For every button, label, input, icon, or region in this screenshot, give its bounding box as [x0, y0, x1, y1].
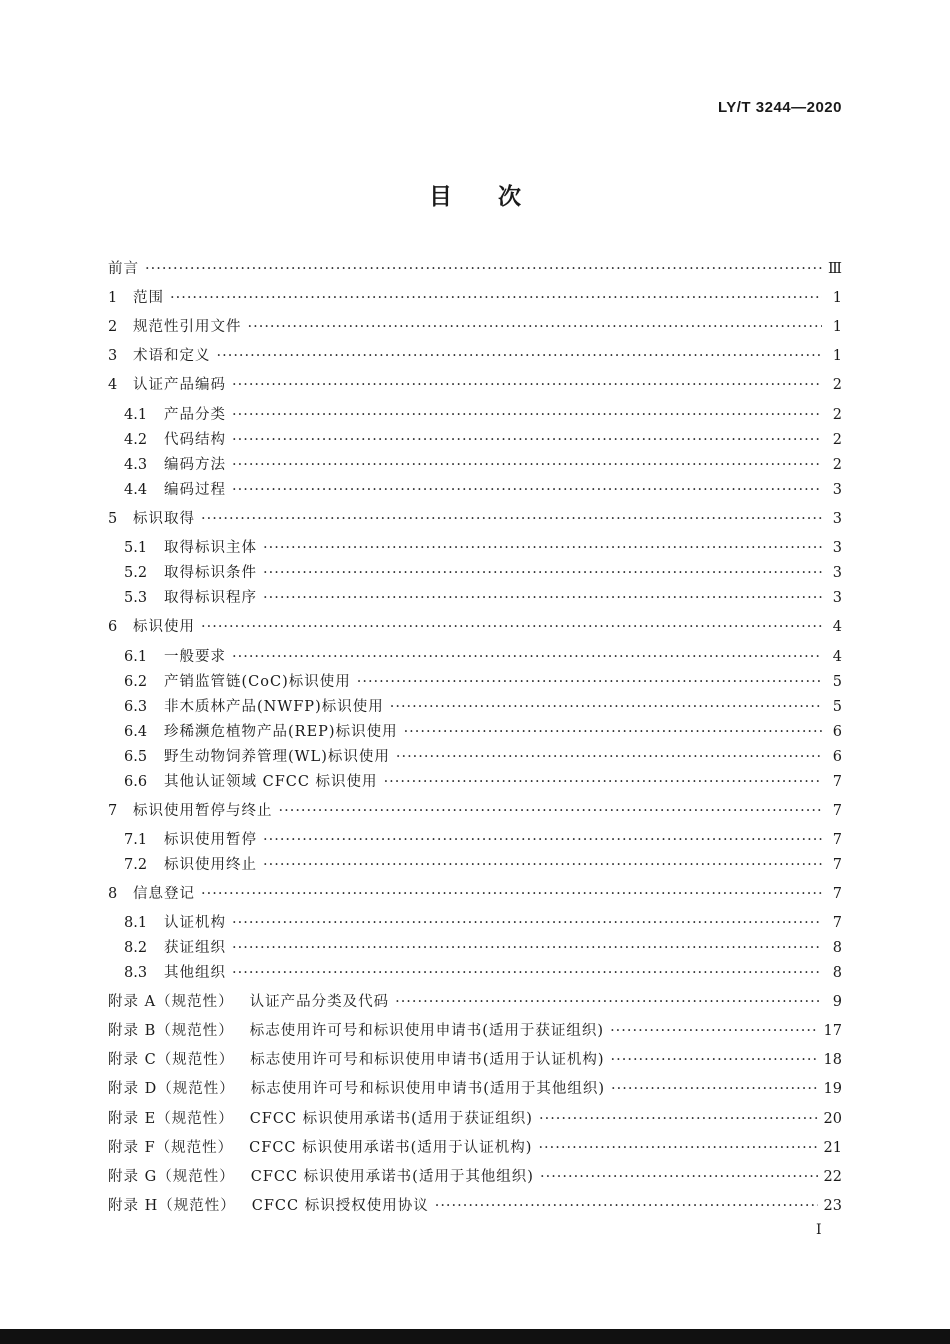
toc-entry-page: 22 — [823, 1169, 842, 1185]
toc-entry-page: Ⅲ — [828, 261, 842, 277]
toc-dot-leader — [248, 319, 823, 335]
toc-entry-number: 6.2 — [124, 674, 148, 690]
toc-entry[interactable] — [108, 745, 842, 766]
page-title: 目 次 — [429, 183, 521, 210]
toc-entry-title: 前言 — [108, 261, 139, 277]
toc-entry-page: 3 — [832, 540, 842, 556]
toc-entry-page: 2 — [832, 457, 842, 473]
toc-entry-number: 4.1 — [124, 407, 148, 423]
toc-entry[interactable] — [108, 403, 842, 424]
toc-entry[interactable] — [108, 645, 842, 666]
toc-entry-number: 5.3 — [124, 590, 148, 606]
toc-dot-leader — [263, 857, 822, 873]
toc-entry-page: 23 — [823, 1198, 842, 1214]
toc-entry[interactable] — [108, 1165, 842, 1186]
toc-entry-title: 认证机构 — [164, 915, 226, 931]
toc-entry-page: 4 — [832, 619, 842, 635]
toc-entry-page: 1 — [832, 348, 842, 364]
toc-entry-number: 8 — [108, 886, 118, 902]
toc-entry-title: 编码方法 — [164, 457, 226, 473]
toc-entry-page: 6 — [832, 724, 842, 740]
toc-entry-page: 5 — [832, 674, 842, 690]
toc-dot-leader — [170, 290, 822, 306]
toc-entry-title: 术语和定义 — [133, 348, 211, 364]
toc-entry-number: 5.2 — [124, 565, 148, 581]
toc-entry-page: 5 — [832, 699, 842, 715]
toc-entry-title: CFCC 标识使用承诺书(适用于获证组织) — [249, 1111, 533, 1127]
toc-entry-number: 7.1 — [124, 832, 148, 848]
toc-entry-title: 珍稀濒危植物产品(REP)标识使用 — [164, 724, 398, 740]
toc-entry[interactable] — [108, 882, 842, 903]
toc-entry-number: 1 — [108, 290, 118, 306]
toc-entry-title: 规范性引用文件 — [133, 319, 242, 335]
toc-entry-title: 取得标识主体 — [164, 540, 257, 556]
page-number: I — [816, 1222, 822, 1238]
toc-entry-title: 认证产品分类及代码 — [249, 994, 390, 1010]
toc-entry[interactable] — [108, 1048, 842, 1069]
toc-entry-page: 8 — [832, 940, 842, 956]
toc-dot-leader — [538, 1140, 817, 1156]
toc-dot-leader — [232, 432, 822, 448]
toc-entry[interactable] — [108, 990, 842, 1011]
toc-entry[interactable] — [108, 770, 842, 791]
toc-entry-page: 2 — [832, 407, 842, 423]
toc-entry-page: 7 — [832, 774, 842, 790]
toc-dot-leader — [201, 619, 822, 635]
toc-dot-leader — [611, 1081, 818, 1097]
toc-annex-label: 附录 E（规范性） — [108, 1111, 234, 1127]
toc-entry-title: 标识取得 — [133, 511, 195, 527]
toc-entry-title: 取得标识程序 — [164, 590, 257, 606]
toc-entry-number: 4 — [108, 377, 118, 393]
toc-entry-number: 7.2 — [124, 857, 148, 873]
toc-entry[interactable] — [108, 911, 842, 932]
toc-entry-page: 2 — [832, 432, 842, 448]
toc-dot-leader — [435, 1198, 818, 1214]
toc-entry-title: 产销监管链(CoC)标识使用 — [164, 674, 351, 690]
toc-entry[interactable] — [108, 1019, 842, 1040]
toc-entry-title: 信息登记 — [133, 886, 195, 902]
toc-annex-label: 附录 G（规范性） — [108, 1169, 235, 1185]
toc-entry-title: 标志使用许可号和标识使用申请书(适用于获证组织) — [249, 1023, 605, 1039]
toc-entry-title: 认证产品编码 — [133, 377, 226, 393]
toc-entry-page: 3 — [832, 565, 842, 581]
toc-dot-leader — [539, 1111, 818, 1127]
toc-entry[interactable] — [108, 428, 842, 449]
toc-entry[interactable] — [108, 961, 842, 982]
toc-dot-leader — [201, 886, 822, 902]
toc-entry-number: 7 — [108, 803, 118, 819]
toc-entry[interactable] — [108, 478, 842, 499]
toc-entry-title: 取得标识条件 — [164, 565, 257, 581]
toc-entry-title: 标识使用终止 — [164, 857, 257, 873]
toc-entry-title: 野生动物饲养管理(WL)标识使用 — [164, 749, 390, 765]
toc-dot-leader — [263, 540, 822, 556]
toc-entry[interactable] — [108, 1136, 842, 1157]
toc-entry-title: 其他组织 — [164, 965, 226, 981]
toc-dot-leader — [232, 965, 822, 981]
toc-entry-page: 7 — [832, 857, 842, 873]
toc-entry-title: 非木质林产品(NWFP)标识使用 — [164, 699, 384, 715]
toc-dot-leader — [396, 749, 822, 765]
toc-entry-number: 6.5 — [124, 749, 148, 765]
toc-entry-page: 1 — [832, 290, 842, 306]
toc-entry-page: 3 — [832, 590, 842, 606]
toc-entry[interactable] — [108, 586, 842, 607]
toc-dot-leader — [232, 649, 822, 665]
toc-dot-leader — [610, 1023, 817, 1039]
toc-entry-number: 8.3 — [124, 965, 148, 981]
toc-entry[interactable] — [108, 853, 842, 874]
toc-dot-leader — [232, 457, 822, 473]
toc-entry[interactable] — [108, 507, 842, 528]
toc-entry-title: 获证组织 — [164, 940, 226, 956]
toc-entry-page: 19 — [823, 1081, 842, 1097]
toc-dot-leader — [384, 774, 822, 790]
toc-entry-number: 3 — [108, 348, 118, 364]
toc-entry-title: 一般要求 — [164, 649, 226, 665]
toc-entry[interactable] — [108, 1194, 842, 1215]
toc-entry-number: 6.1 — [124, 649, 148, 665]
toc-entry[interactable] — [108, 720, 842, 741]
toc-entry-page: 1 — [832, 319, 842, 335]
toc-dot-leader — [201, 511, 822, 527]
toc-dot-leader — [357, 674, 822, 690]
toc-entry-title: 编码过程 — [164, 482, 226, 498]
toc-entry-page: 9 — [832, 994, 842, 1010]
toc-entry[interactable] — [108, 828, 842, 849]
toc-annex-label: 附录 D（规范性） — [108, 1081, 235, 1097]
toc-entry-title: 范围 — [133, 290, 164, 306]
toc-entry-number: 2 — [108, 319, 118, 335]
toc-annex-label: 附录 A（规范性） — [108, 994, 234, 1010]
toc-entry[interactable] — [108, 1077, 842, 1098]
toc-entry-title: 标识使用 — [133, 619, 195, 635]
toc-dot-leader — [232, 915, 822, 931]
toc-entry-page: 6 — [832, 749, 842, 765]
toc-entry-page: 7 — [832, 803, 842, 819]
toc-dot-leader — [390, 699, 822, 715]
toc-entry-page: 17 — [823, 1023, 842, 1039]
standard-code: LY/T 3244—2020 — [717, 99, 842, 116]
toc-entry[interactable] — [108, 373, 842, 394]
toc-entry-page: 20 — [823, 1111, 842, 1127]
toc-dot-leader — [279, 803, 823, 819]
toc-entry-number: 4.2 — [124, 432, 148, 448]
toc-entry-page: 2 — [832, 377, 842, 393]
toc-entry-number: 6.6 — [124, 774, 148, 790]
toc-entry[interactable] — [108, 799, 842, 820]
toc-dot-leader — [145, 261, 822, 277]
toc-entry-number: 4.4 — [124, 482, 148, 498]
toc-dot-leader — [232, 482, 822, 498]
toc-entry-title: 标识使用暂停 — [164, 832, 257, 848]
toc-entry-number: 8.2 — [124, 940, 148, 956]
toc-entry-number: 4.3 — [124, 457, 148, 473]
toc-entry-number: 5.1 — [124, 540, 148, 556]
toc-entry[interactable] — [108, 536, 842, 557]
toc-entry-page: 4 — [832, 649, 842, 665]
toc-entry[interactable] — [108, 615, 842, 636]
toc-dot-leader — [263, 832, 822, 848]
toc-entry-page: 8 — [832, 965, 842, 981]
toc-entry-page: 7 — [832, 832, 842, 848]
toc-entry-title: 标志使用许可号和标识使用申请书(适用于认证机构) — [250, 1052, 605, 1068]
toc-entry[interactable] — [108, 315, 842, 336]
toc-entry-number: 6.3 — [124, 699, 148, 715]
toc-annex-label: 附录 B（规范性） — [108, 1023, 234, 1039]
toc-entry[interactable] — [108, 670, 842, 691]
toc-dot-leader — [404, 724, 822, 740]
toc-dot-leader — [540, 1169, 818, 1185]
toc-entry[interactable] — [108, 936, 842, 957]
toc-dot-leader — [232, 940, 822, 956]
toc-annex-label: 附录 H（规范性） — [108, 1198, 236, 1214]
toc-entry-page: 18 — [823, 1052, 842, 1068]
toc-entry[interactable] — [108, 561, 842, 582]
toc-dot-leader — [232, 377, 822, 393]
toc-entry[interactable] — [108, 344, 842, 365]
toc-entry-page: 7 — [832, 886, 842, 902]
toc-entry-page: 3 — [832, 511, 842, 527]
toc-dot-leader — [217, 348, 823, 364]
toc-entry-page: 3 — [832, 482, 842, 498]
toc-entry-title: 产品分类 — [164, 407, 226, 423]
toc-dot-leader — [232, 407, 822, 423]
toc-entry-page: 7 — [832, 915, 842, 931]
toc-entry-number: 5 — [108, 511, 118, 527]
toc-entry[interactable] — [108, 695, 842, 716]
toc-entry[interactable] — [108, 453, 842, 474]
toc-entry-page: 21 — [823, 1140, 842, 1156]
toc-entry-number: 8.1 — [124, 915, 148, 931]
toc-annex-label: 附录 F（规范性） — [108, 1140, 234, 1156]
toc-dot-leader — [263, 590, 822, 606]
toc-entry[interactable] — [108, 257, 842, 278]
toc-entry-title: 标识使用暂停与终止 — [133, 803, 273, 819]
toc-entry-title: 其他认证领域 CFCC 标识使用 — [164, 774, 378, 790]
toc-entry-title: 标志使用许可号和标识使用申请书(适用于其他组织) — [250, 1081, 606, 1097]
toc-dot-leader — [611, 1052, 818, 1068]
toc-dot-leader — [263, 565, 822, 581]
toc-entry-title: 代码结构 — [164, 432, 226, 448]
toc-entry[interactable] — [108, 286, 842, 307]
scan-border — [0, 1329, 950, 1344]
toc-entry-number: 6 — [108, 619, 118, 635]
toc-entry-title: CFCC 标识使用承诺书(适用于其他组织) — [250, 1169, 534, 1185]
toc-entry-title: CFCC 标识授权使用协议 — [251, 1198, 429, 1214]
toc-entry-title: CFCC 标识使用承诺书(适用于认证机构) — [249, 1140, 533, 1156]
toc-entry-number: 6.4 — [124, 724, 148, 740]
toc-dot-leader — [395, 994, 822, 1010]
toc-entry[interactable] — [108, 1107, 842, 1128]
toc-annex-label: 附录 C（规范性） — [108, 1052, 235, 1068]
